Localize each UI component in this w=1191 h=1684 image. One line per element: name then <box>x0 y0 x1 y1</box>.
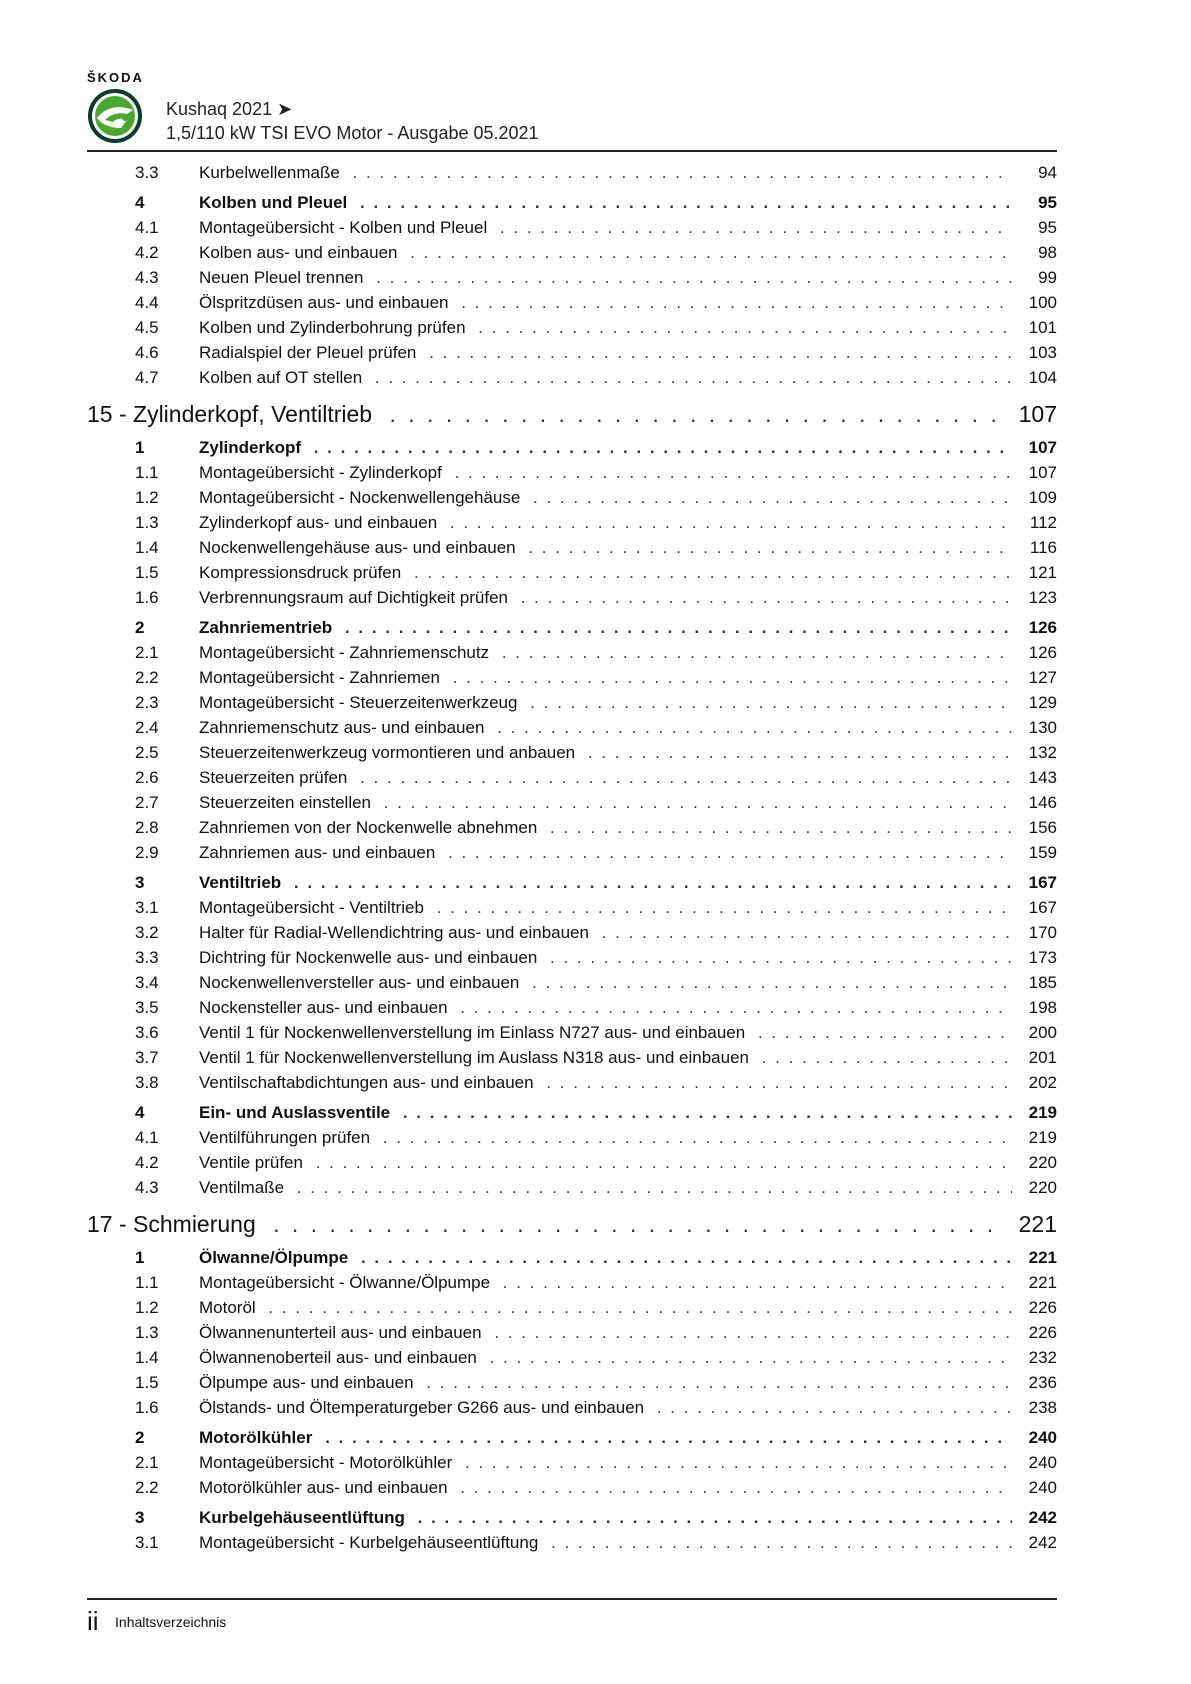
toc-entry-page: 242 <box>1028 1508 1057 1527</box>
toc-entry[interactable] <box>87 1295 1057 1320</box>
toc-entry-page: 240 <box>1028 1453 1057 1472</box>
toc-entry[interactable] <box>87 715 1057 740</box>
toc-entry-page: 219 <box>1028 1128 1057 1147</box>
toc-entry-number: 1.6 <box>135 1398 159 1417</box>
document-title <box>166 97 539 145</box>
toc-entry-title: Ölpumpe aus- und einbauen . . . <box>199 1370 1012 1395</box>
toc-entry-title: Montageübersicht - Kurbelgehäuseentlüftung . . . <box>199 1530 1012 1555</box>
toc-entry-number: 4.6 <box>135 343 159 362</box>
brand-wordmark: ŠKODA <box>87 70 144 85</box>
toc-entry-title: Montageübersicht - Zahnriemen . . . <box>199 665 1012 690</box>
toc-entry-page: 219 <box>1028 1103 1057 1122</box>
toc-entry-page: 232 <box>1028 1348 1057 1367</box>
toc-entry-page: 98 <box>1038 243 1057 262</box>
toc-entry[interactable] <box>87 640 1057 665</box>
toc-entry-page: 94 <box>1038 163 1057 182</box>
toc-entry-number: 3.1 <box>135 1533 159 1552</box>
toc-entry-page: 170 <box>1028 923 1057 942</box>
toc-entry[interactable] <box>87 1320 1057 1345</box>
toc-entry[interactable] <box>87 1270 1057 1295</box>
toc-entry-page: 95 <box>1038 193 1057 212</box>
toc-entry-title: Ein- und Auslassventile . . . <box>199 1100 1012 1125</box>
toc-entry[interactable] <box>87 1125 1057 1150</box>
toc-entry-title: Montageübersicht - Ventiltrieb . . . <box>199 895 1012 920</box>
toc-entry[interactable] <box>87 1370 1057 1395</box>
skoda-logo-icon <box>87 88 143 144</box>
toc-entry-page: 107 <box>1018 401 1057 427</box>
toc-entry-page: 202 <box>1028 1073 1057 1092</box>
toc-entry-number: 1 <box>135 438 145 457</box>
toc-entry-title: Kolben und Zylinderbohrung prüfen . . . <box>199 315 1012 340</box>
toc-entry-number: 1.1 <box>135 1273 159 1292</box>
toc-entry[interactable] <box>87 485 1057 510</box>
toc-entry-number: 1.3 <box>135 1323 159 1342</box>
toc-entry-title: Montageübersicht - Zahnriemenschutz . . . <box>199 640 1012 665</box>
toc-entry-page: 123 <box>1028 588 1057 607</box>
toc-entry-page: 185 <box>1028 973 1057 992</box>
toc-entry-title: Radialspiel der Pleuel prüfen . . . <box>199 340 1012 365</box>
toc-entry-number: 2 <box>135 1428 145 1447</box>
toc-entry[interactable] <box>87 535 1057 560</box>
toc-entry-title: Kompressionsdruck prüfen . . . <box>199 560 1012 585</box>
toc-entry-page: 226 <box>1028 1298 1057 1317</box>
toc-entry[interactable] <box>87 1475 1057 1500</box>
toc-section[interactable] <box>87 435 1057 460</box>
toc-entry[interactable] <box>87 740 1057 765</box>
toc-entry[interactable] <box>87 1450 1057 1475</box>
toc-entry-page: 99 <box>1038 268 1057 287</box>
toc-entry-page: 126 <box>1028 618 1057 637</box>
toc-entry-number: 3.3 <box>135 163 159 182</box>
toc-entry-title: Steuerzeitenwerkzeug vormontieren und anbauen . . . <box>199 740 1012 765</box>
toc-entry-number: 2.2 <box>135 668 159 687</box>
toc-entry-page: 126 <box>1028 643 1057 662</box>
toc-entry[interactable] <box>87 1395 1057 1420</box>
header-rule <box>87 150 1057 152</box>
toc-entry-number: 2.8 <box>135 818 159 837</box>
toc-entry-page: 159 <box>1028 843 1057 862</box>
toc-entry-title: Nockenwellenversteller aus- und einbauen . . . <box>199 970 1012 995</box>
toc-entry-number: 4.2 <box>135 1153 159 1172</box>
toc-entry-number: 1 <box>135 1248 145 1267</box>
toc-entry-title: Ventilschaftabdichtungen aus- und einbauen . . . <box>199 1070 1012 1095</box>
toc-entry-number: 1.2 <box>135 1298 159 1317</box>
toc-entry-number: 1.3 <box>135 513 159 532</box>
toc-entry-page: 104 <box>1028 368 1057 387</box>
toc-entry-title: Ventil 1 für Nockenwellenverstellung im Einlass N727 aus- und einbauen . . . <box>199 1020 1012 1045</box>
toc-entry[interactable] <box>87 1045 1057 1070</box>
toc-entry-number: 3.5 <box>135 998 159 1017</box>
toc-entry-title: Kurbelgehäuseentlüftung . . . <box>199 1505 1012 1530</box>
toc-entry-title: Zylinderkopf aus- und einbauen . . . <box>199 510 1012 535</box>
toc-entry-title: Ventilmaße . . . <box>199 1175 1012 1200</box>
toc-section[interactable] <box>87 615 1057 640</box>
toc-entry-number: 2.4 <box>135 718 159 737</box>
toc-entry-number: 1.4 <box>135 538 159 557</box>
toc-entry-page: 167 <box>1028 898 1057 917</box>
page-footer <box>87 1606 226 1636</box>
toc-entry-page: 242 <box>1028 1533 1057 1552</box>
toc-entry-title: Montageübersicht - Steuerzeitenwerkzeug . . . <box>199 690 1012 715</box>
toc-entry-title: Motorölkühler . . . <box>199 1425 1012 1450</box>
toc-entry-page: 226 <box>1028 1323 1057 1342</box>
toc-entry-number: 3.8 <box>135 1073 159 1092</box>
toc-entry-number: 4 <box>135 193 145 212</box>
toc-entry-title: Dichtring für Nockenwelle aus- und einbauen . . . <box>199 945 1012 970</box>
toc-entry-number: 3 <box>135 873 145 892</box>
toc-entry-number: 2.1 <box>135 643 159 662</box>
toc-entry[interactable] <box>87 1150 1057 1175</box>
toc-entry-title: Montageübersicht - Ölwanne/Ölpumpe . . . <box>199 1270 1012 1295</box>
toc-entry-page: 112 <box>1029 513 1057 532</box>
toc-entry-title: Neuen Pleuel trennen . . . <box>199 265 1012 290</box>
toc-entry-page: 143 <box>1028 768 1057 787</box>
toc-entry-page: 221 <box>1028 1248 1057 1267</box>
toc-entry[interactable] <box>87 215 1057 240</box>
toc-entry-number: 2.9 <box>135 843 159 862</box>
toc-entry-title: Zahnriementrieb . . . <box>199 615 1012 640</box>
toc-section[interactable] <box>87 1245 1057 1270</box>
toc-entry-number: 3.6 <box>135 1023 159 1042</box>
toc-entry-page: 95 <box>1038 218 1057 237</box>
toc-entry-title: Ölwanne/Ölpumpe . . . <box>199 1245 1012 1270</box>
toc-entry[interactable] <box>87 790 1057 815</box>
toc-entry-page: 173 <box>1028 948 1057 967</box>
toc-entry-title: Ölwannenoberteil aus- und einbauen . . . <box>199 1345 1012 1370</box>
toc-entry-number: 4.2 <box>135 243 159 262</box>
toc-entry[interactable] <box>87 840 1057 865</box>
toc-entry-page: 129 <box>1028 693 1057 712</box>
toc-entry-page: 146 <box>1028 793 1057 812</box>
toc-entry[interactable] <box>87 315 1057 340</box>
toc-entry[interactable] <box>87 160 1057 185</box>
toc-entry-title: Montageübersicht - Nockenwellengehäuse . . . <box>199 485 1012 510</box>
toc-entry-title: Kurbelwellenmaße . . . <box>199 160 1012 185</box>
toc-entry-title: 17 - Schmierung . . . <box>87 1208 1007 1240</box>
toc-entry-title: Zahnriemen von der Nockenwelle abnehmen . . . <box>199 815 1012 840</box>
toc-entry[interactable] <box>87 895 1057 920</box>
toc-entry-number: 3.1 <box>135 898 159 917</box>
title-line-1: Kushaq 2021 ➤ <box>166 99 293 119</box>
toc-entry[interactable] <box>87 765 1057 790</box>
toc-entry-title: Kolben aus- und einbauen . . . <box>199 240 1012 265</box>
toc-entry-number: 1.4 <box>135 1348 159 1367</box>
toc-entry[interactable] <box>87 340 1057 365</box>
toc-entry-title: Ventil 1 für Nockenwellenverstellung im Auslass N318 aus- und einbauen . . . <box>199 1045 1012 1070</box>
toc-entry-number: 3.7 <box>135 1048 159 1067</box>
toc-entry-number: 4.1 <box>135 218 159 237</box>
toc-entry-number: 3.4 <box>135 973 159 992</box>
toc-entry-number: 3 <box>135 1508 145 1527</box>
toc-entry-title: Ventilführungen prüfen . . . <box>199 1125 1012 1150</box>
toc-entry[interactable] <box>87 1070 1057 1095</box>
toc-entry[interactable] <box>87 1020 1057 1045</box>
toc-entry-number: 1.5 <box>135 563 159 582</box>
toc-entry-page: 100 <box>1028 293 1057 312</box>
toc-entry-page: 236 <box>1028 1373 1057 1392</box>
toc-entry-page: 116 <box>1029 538 1057 557</box>
toc-entry[interactable] <box>87 1530 1057 1555</box>
toc-entry-page: 200 <box>1028 1023 1057 1042</box>
toc-entry-title: 15 - Zylinderkopf, Ventiltrieb . . . <box>87 398 1007 430</box>
toc-entry-title: Zahnriemen aus- und einbauen . . . <box>199 840 1012 865</box>
toc-entry[interactable] <box>87 815 1057 840</box>
toc-entry-page: 201 <box>1028 1048 1057 1067</box>
toc-entry-page: 220 <box>1028 1153 1057 1172</box>
toc-entry-page: 220 <box>1028 1178 1057 1197</box>
toc-entry-number: 2.2 <box>135 1478 159 1497</box>
toc-entry-page: 101 <box>1028 318 1057 337</box>
toc-entry-title: Zahnriemenschutz aus- und einbauen . . . <box>199 715 1012 740</box>
toc-entry-number: 2.5 <box>135 743 159 762</box>
toc-entry-number: 4.3 <box>135 268 159 287</box>
toc-entry[interactable] <box>87 665 1057 690</box>
toc-entry-page: 109 <box>1028 488 1057 507</box>
toc-entry-title: Ventiltrieb . . . <box>199 870 1012 895</box>
page-number: ii <box>87 1606 99 1636</box>
toc-entry[interactable] <box>87 510 1057 535</box>
toc-entry-title: Zylinderkopf . . . <box>199 435 1012 460</box>
toc-entry-page: 238 <box>1028 1398 1057 1417</box>
toc-entry-page: 103 <box>1028 343 1057 362</box>
toc-entry-page: 221 <box>1028 1273 1057 1292</box>
toc-entry[interactable] <box>87 560 1057 585</box>
toc-entry-number: 2.7 <box>135 793 159 812</box>
toc-entry-page: 156 <box>1028 818 1057 837</box>
toc-entry[interactable] <box>87 290 1057 315</box>
toc-entry-page: 240 <box>1028 1428 1057 1447</box>
toc-entry[interactable] <box>87 585 1057 610</box>
toc-entry-number: 1.5 <box>135 1373 159 1392</box>
toc-entry-number: 2.1 <box>135 1453 159 1472</box>
toc-entry[interactable] <box>87 970 1057 995</box>
toc-section[interactable] <box>87 1425 1057 1450</box>
toc-entry-page: 198 <box>1028 998 1057 1017</box>
table-of-contents <box>87 160 1057 1555</box>
toc-entry-title: Halter für Radial-Wellendichtring aus- und einbauen . . . <box>199 920 1012 945</box>
toc-entry-number: 4.3 <box>135 1178 159 1197</box>
toc-entry-number: 4.4 <box>135 293 159 312</box>
toc-entry-page: 167 <box>1028 873 1057 892</box>
toc-entry-title: Ölwannenunterteil aus- und einbauen . . . <box>199 1320 1012 1345</box>
footer-label: Inhaltsverzeichnis <box>115 1613 227 1630</box>
toc-entry-title: Montageübersicht - Zylinderkopf . . . <box>199 460 1012 485</box>
toc-section[interactable] <box>87 190 1057 215</box>
toc-entry-page: 240 <box>1028 1478 1057 1497</box>
toc-entry-page: 132 <box>1028 743 1057 762</box>
toc-entry-title: Ventile prüfen . . . <box>199 1150 1012 1175</box>
toc-entry[interactable] <box>87 1345 1057 1370</box>
toc-entry-title: Nockenwellengehäuse aus- und einbauen . . . <box>199 535 1012 560</box>
toc-entry-title: Montageübersicht - Kolben und Pleuel . . . <box>199 215 1012 240</box>
toc-entry[interactable] <box>87 1175 1057 1200</box>
toc-entry-title: Kolben und Pleuel . . . <box>199 190 1012 215</box>
toc-entry[interactable] <box>87 240 1057 265</box>
toc-entry[interactable] <box>87 945 1057 970</box>
page-header <box>87 70 1057 148</box>
toc-entry[interactable] <box>87 460 1057 485</box>
toc-entry-number: 4.7 <box>135 368 159 387</box>
footer-rule <box>87 1598 1057 1600</box>
toc-entry-page: 121 <box>1028 563 1057 582</box>
toc-entry-page: 107 <box>1028 438 1057 457</box>
toc-entry-page: 221 <box>1018 1211 1057 1237</box>
title-line-2: 1,5/110 kW TSI EVO Motor - Ausgabe 05.2021 <box>166 123 539 143</box>
toc-chapter[interactable] <box>87 398 1057 430</box>
toc-entry-title: Motoröl . . . <box>199 1295 1012 1320</box>
toc-entry-number: 3.3 <box>135 948 159 967</box>
toc-section[interactable] <box>87 1505 1057 1530</box>
toc-entry-title: Ölstands- und Öltemperaturgeber G266 aus- und einbauen . . . <box>199 1395 1012 1420</box>
toc-section[interactable] <box>87 870 1057 895</box>
toc-entry-title: Montageübersicht - Motorölkühler . . . <box>199 1450 1012 1475</box>
toc-entry-number: 1.2 <box>135 488 159 507</box>
toc-entry[interactable] <box>87 995 1057 1020</box>
toc-entry-page: 127 <box>1028 668 1057 687</box>
toc-entry-number: 2.6 <box>135 768 159 787</box>
toc-entry-number: 1.6 <box>135 588 159 607</box>
toc-entry-number: 1.1 <box>135 463 159 482</box>
toc-entry[interactable] <box>87 690 1057 715</box>
toc-entry-title: Motorölkühler aus- und einbauen . . . <box>199 1475 1012 1500</box>
toc-entry-number: 3.2 <box>135 923 159 942</box>
toc-entry-title: Verbrennungsraum auf Dichtigkeit prüfen . . . <box>199 585 1012 610</box>
toc-entry-title: Steuerzeiten prüfen . . . <box>199 765 1012 790</box>
toc-chapter[interactable] <box>87 1208 1057 1240</box>
toc-entry-number: 4.5 <box>135 318 159 337</box>
toc-entry-title: Kolben auf OT stellen . . . <box>199 365 1012 390</box>
toc-entry[interactable] <box>87 365 1057 390</box>
toc-entry-number: 2.3 <box>135 693 159 712</box>
toc-entry[interactable] <box>87 265 1057 290</box>
toc-section[interactable] <box>87 1100 1057 1125</box>
toc-entry-number: 2 <box>135 618 145 637</box>
toc-entry-page: 107 <box>1028 463 1057 482</box>
toc-entry-page: 130 <box>1028 718 1057 737</box>
toc-entry-title: Nockensteller aus- und einbauen . . . <box>199 995 1012 1020</box>
toc-entry-number: 4.1 <box>135 1128 159 1147</box>
toc-entry[interactable] <box>87 920 1057 945</box>
toc-entry-title: Ölspritzdüsen aus- und einbauen . . . <box>199 290 1012 315</box>
toc-entry-number: 4 <box>135 1103 145 1122</box>
toc-entry-title: Steuerzeiten einstellen . . . <box>199 790 1012 815</box>
